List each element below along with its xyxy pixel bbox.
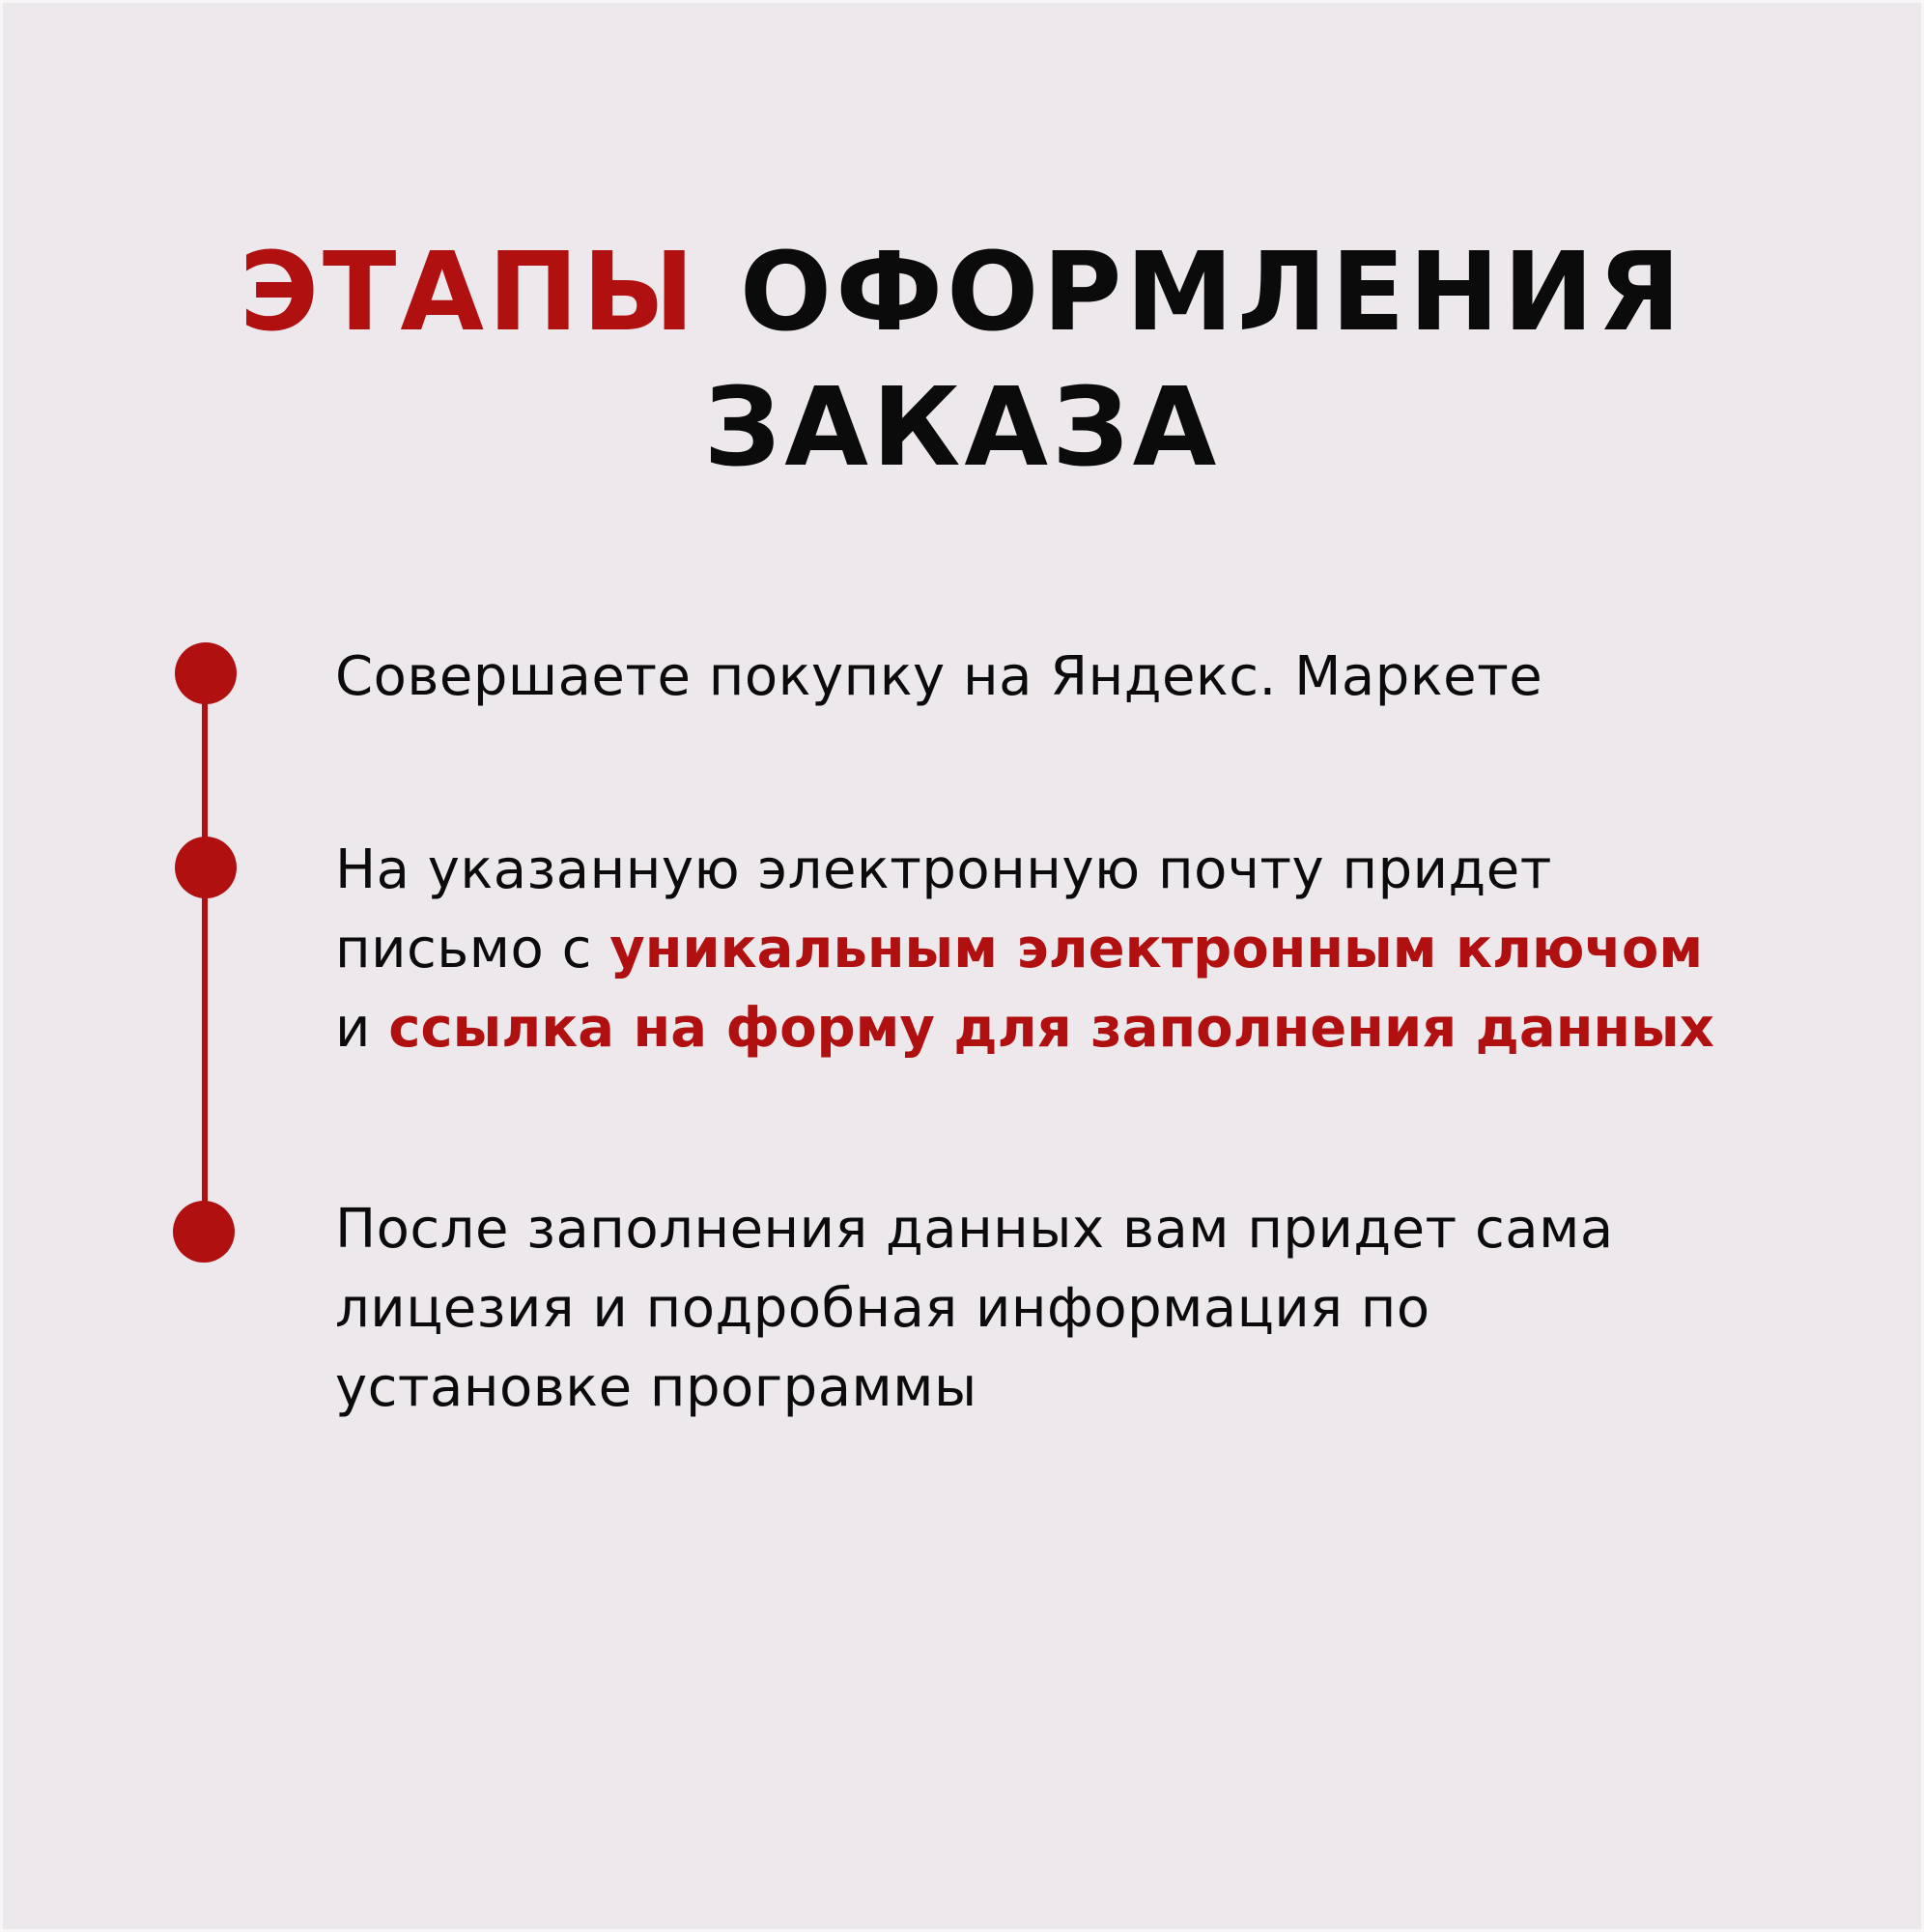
step-1-line-1: Совершаете покупку на Яндекс. Маркете (335, 645, 1543, 708)
step-3-line-3: установке программы (335, 1356, 977, 1419)
step-2-line-2 (335, 910, 1842, 989)
timeline-connector (202, 676, 208, 1232)
timeline-dot-step-2 (175, 837, 237, 898)
step-2-form-link-highlight: ссылка на форму для заполнения данных (388, 997, 1714, 1060)
timeline-dot-step-1 (175, 642, 237, 704)
step-3-line-2: лицезия и подробная информация по (335, 1277, 1430, 1340)
step-2-line-3 (335, 989, 1842, 1068)
title-accent-word: ЭТАПЫ (239, 230, 698, 355)
page-title-line-2: ЗАКАЗА (703, 365, 1221, 491)
title-rest-line-1: ОФОРМЛЕНИЯ (739, 230, 1685, 355)
page-title-line-1 (0, 225, 1924, 360)
step-2-line-2-plain: письмо с (335, 918, 610, 980)
step-2-line-1: На указанную электронную почту придет (335, 838, 1552, 901)
step-2-line-3-plain: и (335, 997, 389, 1060)
step-1-text (335, 638, 1842, 717)
step-2-unique-key-highlight: уникальным электронным ключом (609, 918, 1704, 980)
step-2-text (335, 831, 1842, 1068)
timeline-dot-step-3 (173, 1201, 235, 1263)
step-3-text (335, 1190, 1842, 1428)
step-3-line-1: После заполнения данных вам придет сама (335, 1198, 1614, 1261)
